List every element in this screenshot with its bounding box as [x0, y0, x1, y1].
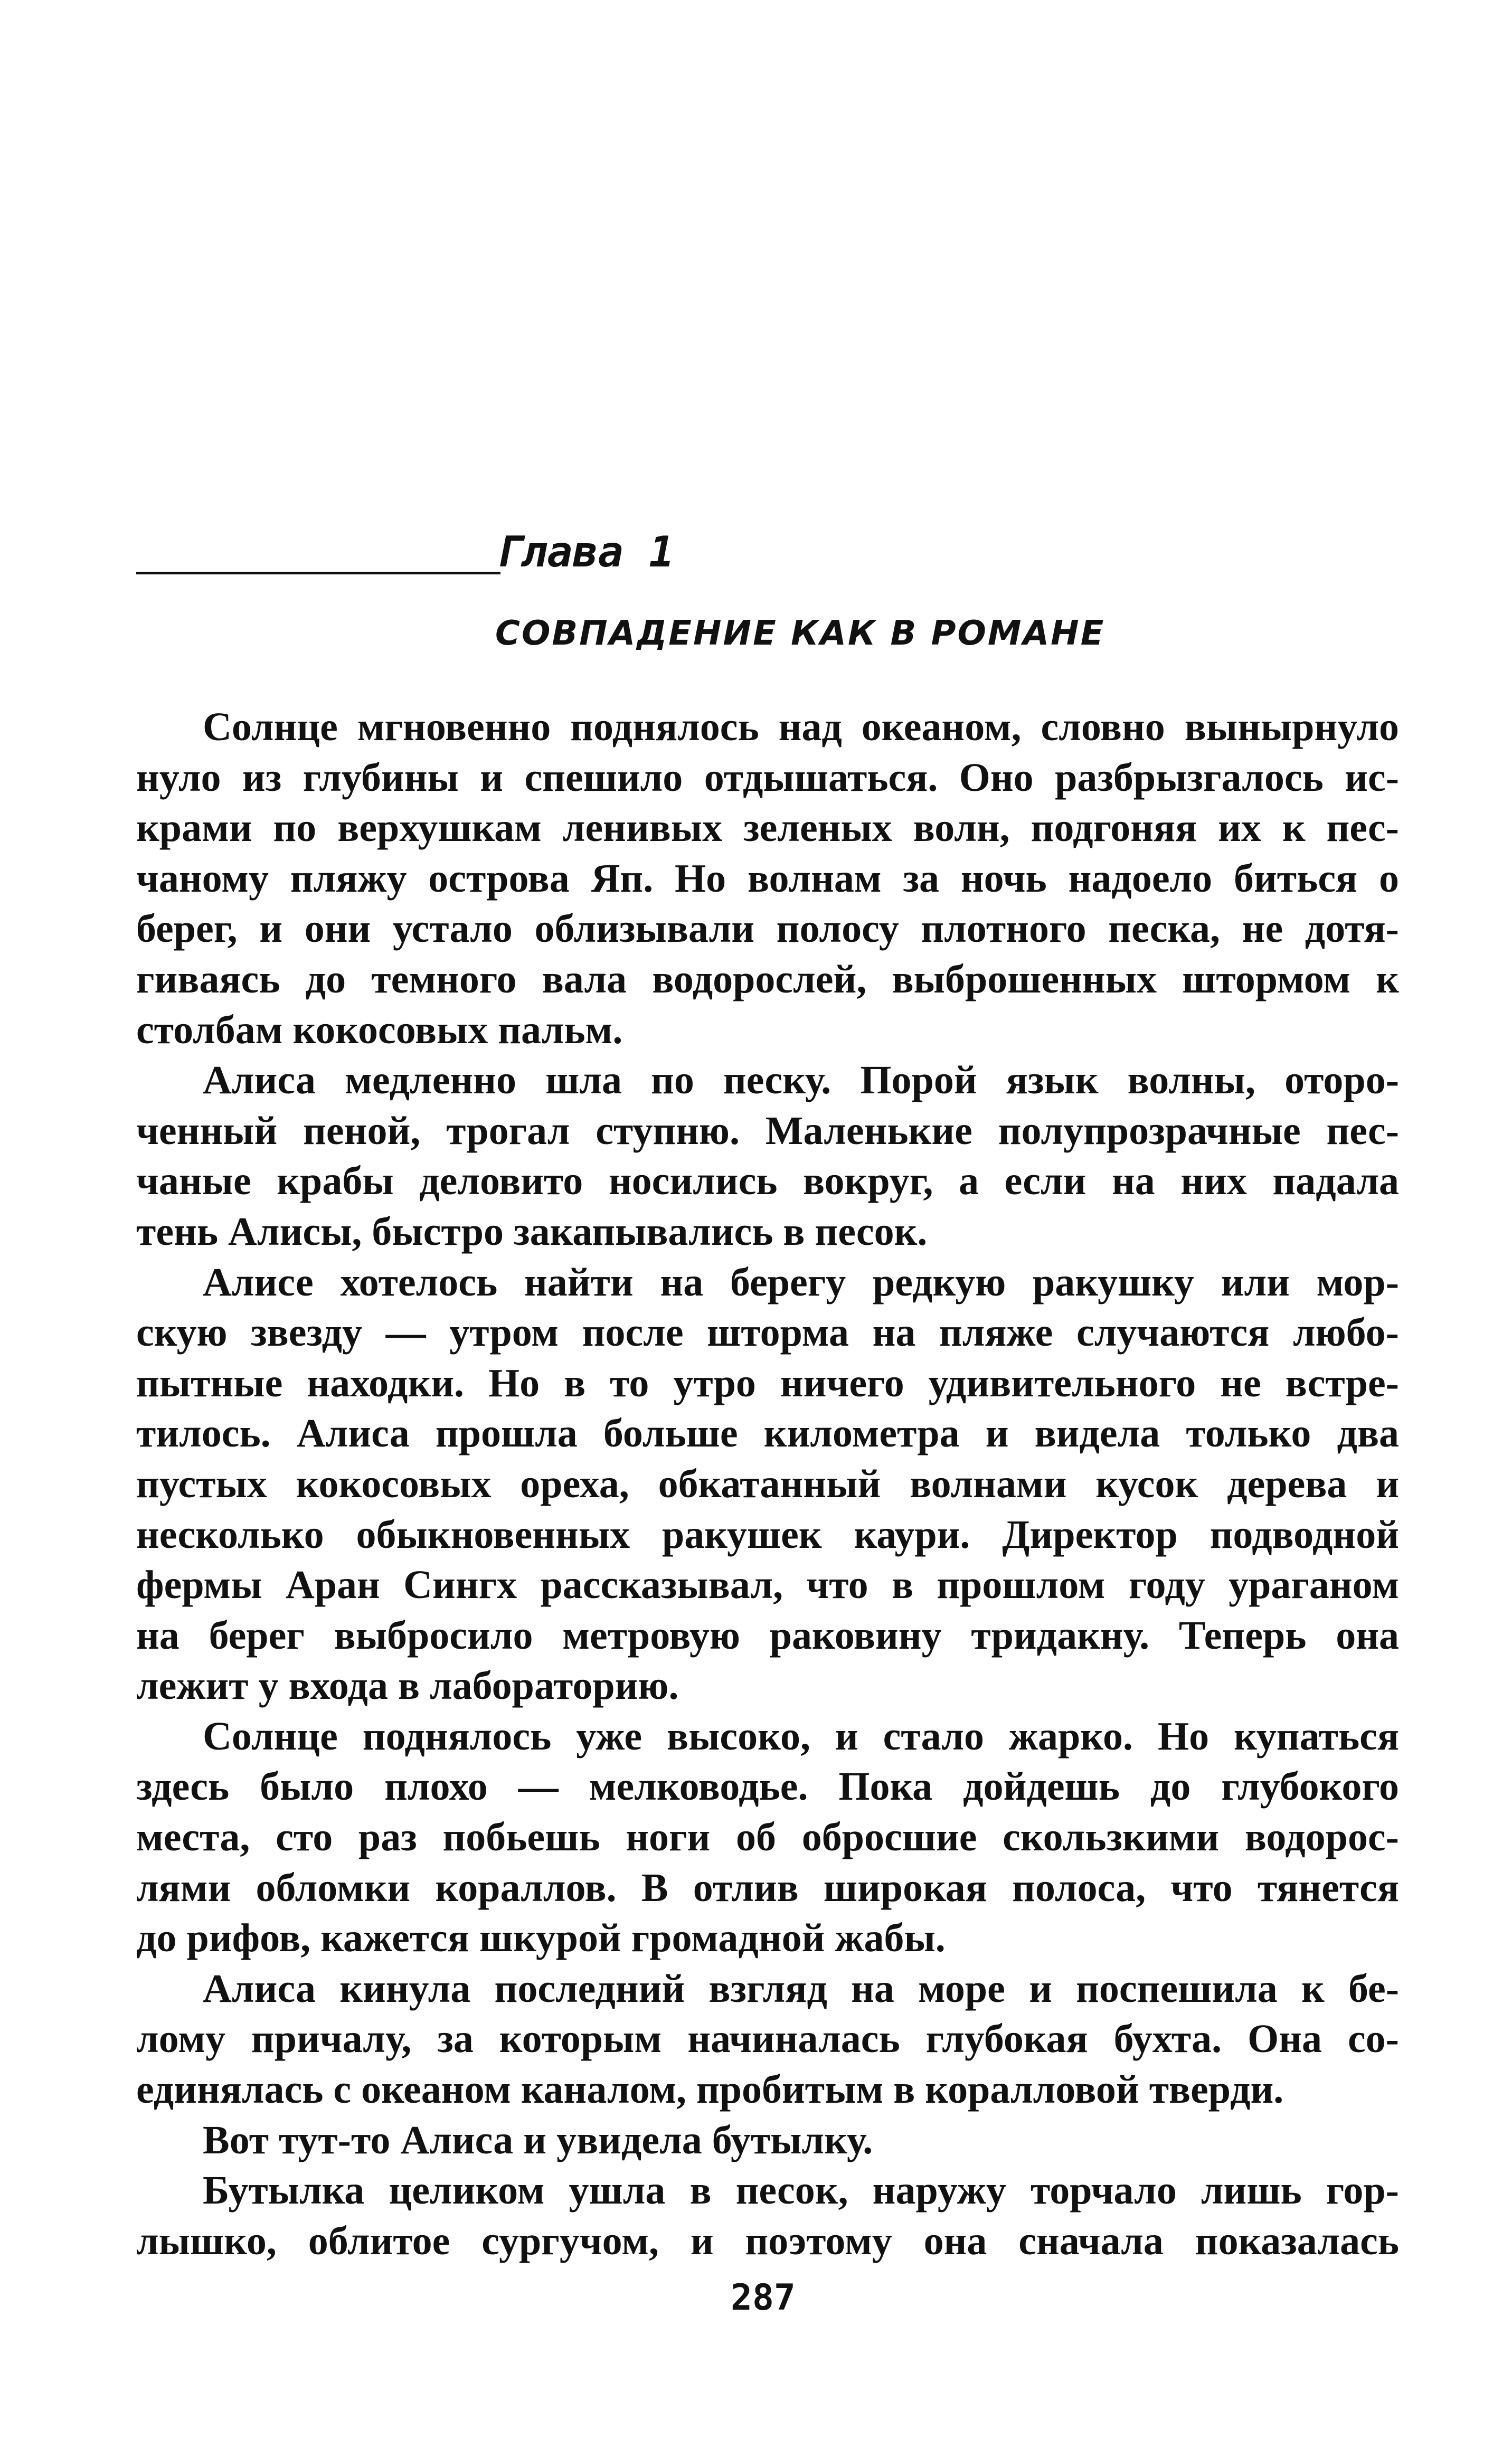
text-line: гиваясь до темного вала водорослей, выброшенных штормом к [136, 957, 1399, 1001]
text-line: чаные крабы деловито носились вокруг, а если на них падала [136, 1159, 1399, 1204]
text-line: Алиса кинула последний взгляд на море и поспешила к бе- [203, 1966, 1399, 2011]
text-line: лышко, облитое сургучом, и поэтому она сначала показалась [136, 2218, 1399, 2263]
text-line: Солнце мгновенно поднялось над океаном, словно вынырнуло [203, 705, 1399, 749]
body-text [136, 702, 1399, 2266]
page-number: 287 [731, 2277, 796, 2319]
text-line: фермы Аран Сингх рассказывал, что в прошлом году ураганом [136, 1563, 1399, 1608]
text-line: тилось. Алиса прошла больше километра и видела только два [136, 1411, 1399, 1456]
text-line: здесь было плохо — мелководье. Пока дойдешь до глубокого [136, 1764, 1399, 1809]
text-line: Солнце поднялось уже высоко, и стало жарко. Но купаться [203, 1714, 1399, 1759]
text-line: берег, и они устало облизывали полосу плотного песка, не дотя- [136, 906, 1399, 951]
text-line: скую звезду — утром после шторма на пляже случаются любо- [136, 1310, 1399, 1355]
chapter-rule [136, 572, 500, 574]
text-line: нуло из глубины и спешило отдышаться. Оно разбрызгалось ис- [136, 755, 1399, 800]
chapter-title: СОВПАДЕНИЕ КАК В РОМАНЕ [495, 614, 1105, 653]
text-line: Бутылка целиком ушла в песок, наружу торчало лишь гор- [203, 2168, 1399, 2213]
text-line: столбам кокосовых пальм. [136, 1007, 623, 1052]
text-line: единялась с океаном каналом, пробитым в коралловой тверди. [136, 2067, 1284, 2112]
text-line: чаному пляжу острова Яп. Но волнам за ночь надоело биться о [136, 856, 1399, 901]
chapter-label: Глава 1 [496, 527, 675, 576]
text-line: на берег выбросило метровую раковину тридакну. Теперь она [136, 1613, 1399, 1658]
text-line: Алиса медленно шла по песку. Порой язык волны, оторо- [203, 1058, 1399, 1103]
text-line: Вот тут-то Алиса и увидела бутылку. [203, 2117, 873, 2162]
text-line: Алисе хотелось найти на берегу редкую ракушку или мор- [203, 1260, 1399, 1304]
text-line: тень Алисы, быстро закапывались в песок. [136, 1209, 928, 1254]
text-line: ченный пеной, трогал ступню. Маленькие полупрозрачные пес- [136, 1108, 1399, 1153]
text-line: до рифов, кажется шкурой громадной жабы. [136, 1916, 946, 1961]
text-line: места, сто раз побьешь ноги об обросшие скользкими водорос- [136, 1815, 1399, 1860]
text-line: несколько обыкновенных ракушек каури. Директор подводной [136, 1512, 1399, 1557]
text-line: пытные находки. Но в то утро ничего удивительного не встре- [136, 1360, 1399, 1405]
text-line: лежит у входа в лабораторию. [136, 1663, 679, 1708]
text-line: крами по верхушкам ленивых зеленых волн, подгоняя их к пес- [136, 806, 1399, 850]
text-line: лями обломки кораллов. В отлив широкая полоса, что тянется [136, 1865, 1399, 1910]
text-line: лому причалу, за которым начиналась глубокая бухта. Она со- [136, 2017, 1399, 2062]
text-line: пустых кокосовых ореха, обкатанный волнами кусок дерева и [136, 1461, 1399, 1506]
